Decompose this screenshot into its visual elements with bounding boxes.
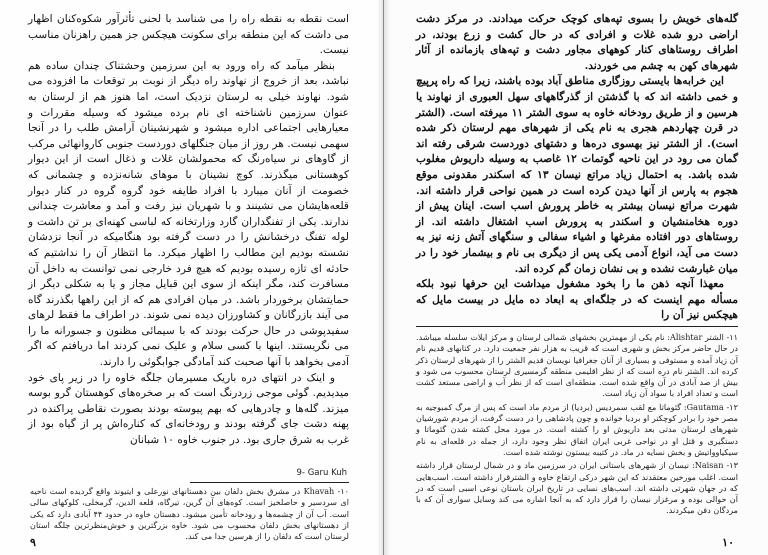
right-paragraph-1: گله‌های خویش را بسوی تپه‌های کوچک حرکت میدادند. در مرکز دشت اراضی درو شده غلات و افرادی که در حال کشت و زرع بودند، در اطراف روستاهای کنار کوههای مجاور دشت و تپه‌های بازمانده از آثار شهرهای کهن به چشم می خوردند. bbox=[416, 13, 738, 72]
right-footnotes bbox=[416, 332, 738, 519]
left-footnote-10: ۱۰- Khavah در مشرق بخش دلفان بین دهستانهای نورعلی و ایتیوند واقع گردیده است ناحیه ای سردسیر و حاصلخیز است. کوه‌های آن گرین، تیرگاه، قلعه الدین، گرمخلی، کلوکهای سالی است. آب آن از چشمه‌ها و رودخانه تأمین میشود. دهستان خاوه در حدود ۴۴ آبادی دارد که یکی از دهستانهای بخش دلفان محسوب می شود. خاوه بزرگترین و خوش‌منظرترین جلگه استان لرستان است که دلفان را از هرسین جدا می کند. bbox=[30, 486, 350, 542]
left-page-body bbox=[0, 0, 383, 449]
right-footnote-rule bbox=[416, 326, 738, 327]
right-footnote-12: ۱۲- Gautama: گئوماتا مع لقب سمردیس (بردیا) از مردم ماد است که پس از مرگ کمبوجیه به مصر خود را برادر کوچکتر او بردیا خوانده و چون پادشاهی را در دست گرفت، از مردم شورشیان شهرهای لرستان مدتی بعد داریوش او را کشته است. در مورد محل کشته شدن گئوماتا و دستگیری و قتل او در نواحی غربی ایران اتفاق نظر وجود دارد، از جمله در قلعه‌ای به نام سیکیاوواتیش و بخش نسایه در ماد. در کتیبه بیستون نوشته شده است. bbox=[416, 401, 738, 457]
right-footnote-11: ۱۱- الشتر Alishtar: نام یکی از مهمترین بخشهای شمالی لرستان و مرکز ایلات سلسله میباشد. در حال حاضر مرکز بخش و شهری است که قریب به هزار نفر جمعیت دارد. در کتابهای قدیم نام آن زیاد آمده و مستوفی و بسیاری از آنان جغرافیا نویسان قدیم الشتر را از شهرهای لرستان ذکر کرده اند. الشتر نام دره است که از نظر اقلیمی منطقه گرمسیری لرستان محسوب می شود و بیش از صد آبادی در آن واقع شده است. منطقه‌ای است که از نظر آب و اراضی مستعد کشت است و تعداد افراد با سواد آن زیاد است. bbox=[416, 332, 738, 399]
right-paragraph-2: این خرابه‌ها بایستی روزگاری مناطق آباد بوده باشند، زیرا که راه پرپیچ و خمی داشته اند که با گذشتن از گذرگاههای سهل العبوری از نهاوند یا هرسین و از طریق رودخانه خاوه به سوی الشتر ۱۱ میرفته است. (الشتر در قرن چهاردهم هجری به نام یکی از شهرهای مهم لرستان ذکر شده است). از الشتر نیز بهسوی دره‌ها و دشتهای دوردست شرقی رفته اند گمان می رود در این ناحیه گوتمات ۱۲ غاصب به وسیله داریوش مغلوب شده باشد. به احتمال زیاد مراتع نیسان ۱۳ که اسکندر مقدونی موقع هجوم به پارس از آنها دیدن کرده است در همین نواحی قرار داشته اند. شهرت مراتع نیسان بیشتر به خاطر پرورش اسب است. اینان پیش از دوره هخامنشیان و اسکندر به پرورش اسب اشتغال داشته اند. از روستاهای دور افتاده مفرغها و اشیاء سفالی و سنگهای آتش زنه نیز به دست می آید، انواع آدمی یکی پس از دیگری بی نام و بیشمار خود را در میان غبارشت نشده و بی نشان زمان گم کرده اند. bbox=[416, 75, 738, 275]
left-running-head: 9- Garu Kuh bbox=[296, 468, 347, 478]
left-paragraph-3: و اینک در انتهای دره باریک مسیرمان جلگه خاوه را در زیر پای خود میدیدیم. گوئی موجی زردرنگ است که بر صخره‌های کوهستان گرو بوسه میزند. گله‌ها و چادرهایی که بهم پیوسته بودند بصورت نقاطی پراکنده در پهنه دشت جای گرفته بودند و رودخانه‌ای که کناره‌اش پر از گیاه بود از غرب به شرق جاری بود. در جنوب خاوه ۱۰ شبانان bbox=[28, 371, 349, 447]
left-footnotes bbox=[30, 486, 349, 544]
left-page-number: ۹ bbox=[30, 536, 36, 549]
right-page-body bbox=[384, 0, 768, 324]
left-footnote-rule bbox=[190, 482, 349, 483]
right-paragraph-3: معهذا آنچه ذهن ما را بخود مشغول میداشت این حرفها نبود بلکه مسأله مهم اینست که در جلگه‌ای به ابعاد ده مایل در بیست مایل که هیچکس نیز آن را bbox=[416, 278, 738, 322]
right-page bbox=[384, 0, 768, 555]
right-footnote-13: ۱۳- Naisan: نیسان از شهرهای باستانی ایران در سرزمین ماد و در شمال لرستان قرار داشته است. اغلب مورخین معتقدند که این شهر درکی ارتفاع خاوه و الشترقرار داشته است. اسب‌هایی که در جهان شهرتی داشته اند. اسب‌های نسایی در تاریخ ایران باستان نوعی اسبی است که در آن حوالی بوده و مرغزار نیسان را قرار دارد که به آنجا اشاره می کند وسایل سواری آن که با مردگان دفن میکردند. bbox=[416, 460, 738, 516]
left-paragraph-2: بنظر میآمد که راه ورود به این سرزمین وحشتناک چندان ساده هم نباشد، بعد از خروج از نهاوند راه دیگر از نوبت بر توقعات ما افزوده می شود. نهاوند خیلی به لرستان نزدیک است، اما هنوز هم از لرستان به عنوان سرزمین ناشناخته ای نام برده میشود که وسیله مقررات و معیارهایی اجتماعی اداره میشود و شهرنشینان آرامش طلب را در آنجا سهمی نیست. هر روز از میان جنگلهای دوردست جنوبی کاروانهائی مرکب از گاوهای نر سیاه‌رنگ که محمولشان غلات و ذغال است از این دیوار کوهستانی میگذرند. کوچ نشینان با موهای شانه‌نزده و چشمانی که خصومت از آنان میبارد با افراد طایفه خود گروه گروه در کنار دیوار قلعه‌هایشان می نشینند و با شهریان نیز رفت و آمد و معاشرت چندانی ندارند. یکی از تفنگداران گارد وزارتخانه که لباسی کهنه‌ای بر تن داشت و لوله تفنگ درخشانش را در دست گرفته بود هنگامیکه در آنجا نزدشان نشسته بودیم این مطالب را اظهار میکرد. ما انتظار آن را نداشتیم که حادثه ای تازه رسیده بودیم که هیچ فرد خارجی نمی توانست به داخل آن مسافرت کند، مگر اینکه از سوی این قبایل مجاز و یا به شکلی دیگر از حمایتشان برخوردار باشد. در میان افرادی هم که از این راهها بگذرند گاه می آیند بازرگانان و کشاورزان دیده نمی شوند. در اطراف ما فقط لرهای سفیدپوشی در حال حرکت بودند که با سیمائی مظنون و جسورانه ما را می نگریستند. اینها با کسی سلام و علیک نمی کردند اما دریافتم که اگر آدمی بخواهد با آنها صحبت کند آمادگی جوابگوئی را دارند. bbox=[28, 59, 349, 369]
right-gutter-shadow bbox=[384, 0, 390, 555]
right-page-number: ۱۰ bbox=[722, 536, 734, 549]
left-paragraph-1: است نقطه به نقطه راه را می شناسد با لحنی تأثرآور شکوه‌کنان اظهار می داشت که این منطقه برای سکونت هیچکس جز همین راهزنان مناسب نیست. bbox=[28, 13, 349, 57]
left-gutter-shadow bbox=[377, 0, 383, 555]
